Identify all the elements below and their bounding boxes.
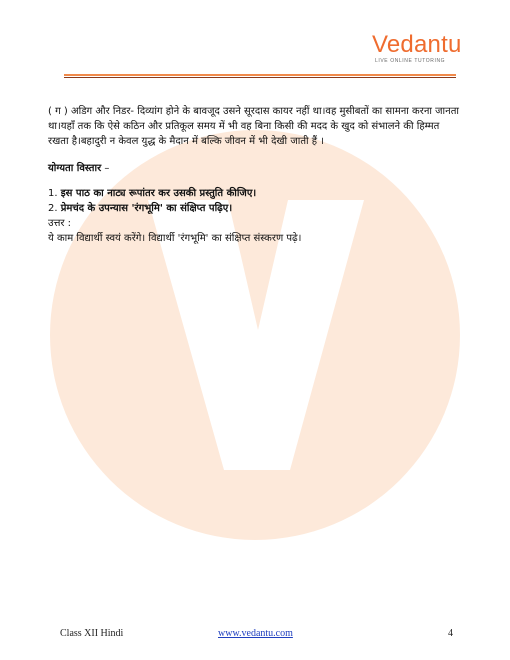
footer-website-link[interactable]: www.vedantu.com [218, 628, 293, 639]
header-divider-bottom [64, 77, 456, 78]
logo-tagline: LIVE ONLINE TUTORING [375, 58, 446, 64]
question-1-text: इस पाठ का नाट्य रूपांतर कर उसकी प्रस्तुति कीजिए। [60, 188, 257, 199]
section-heading-text: योग्यता विस्तार [48, 163, 102, 174]
vedantu-logo [372, 31, 462, 64]
section-heading-dash: – [101, 163, 110, 174]
footer-page-number: 4 [448, 628, 453, 639]
question-2-number: 2. [48, 203, 61, 214]
page-content [48, 104, 462, 246]
answer-label: उत्तर : [48, 218, 72, 229]
question-1-number: 1. [48, 188, 61, 199]
footer-class-label: Class XII Hindi [60, 628, 124, 639]
question-1 [48, 186, 462, 201]
question-2-text: प्रेमचंद के उपन्यास 'रंगभूमि' का संक्षिप्त पढ़िए। [60, 203, 233, 214]
answer-text: ये काम विद्यार्थी स्वयं करेंगे। विद्यार्थी 'रंगभूमि' का संक्षिप्त संस्करण पढ़े। [48, 233, 302, 244]
logo-wordmark: Vedantu [372, 31, 462, 58]
question-2 [48, 201, 462, 216]
answer-paragraph-g: ( ग ) अडिग और निडर- दिव्यांग होने के बावजूद उसने सूरदास कायर नहीं था।वह मुसीबतों का सामना करना जानता था।यहाँ तक कि ऐसे कठिन और प्रतिकूल समय में भी वह बिना किसी की मदद के खुद को संभालने की हिम्मत रखता है।बहादुरी न केवल युद्ध के मैदान में बल्कि जीवन में भी देखी जाती हैं । [48, 106, 459, 147]
header-divider-top [64, 74, 456, 76]
section-heading [48, 161, 462, 176]
